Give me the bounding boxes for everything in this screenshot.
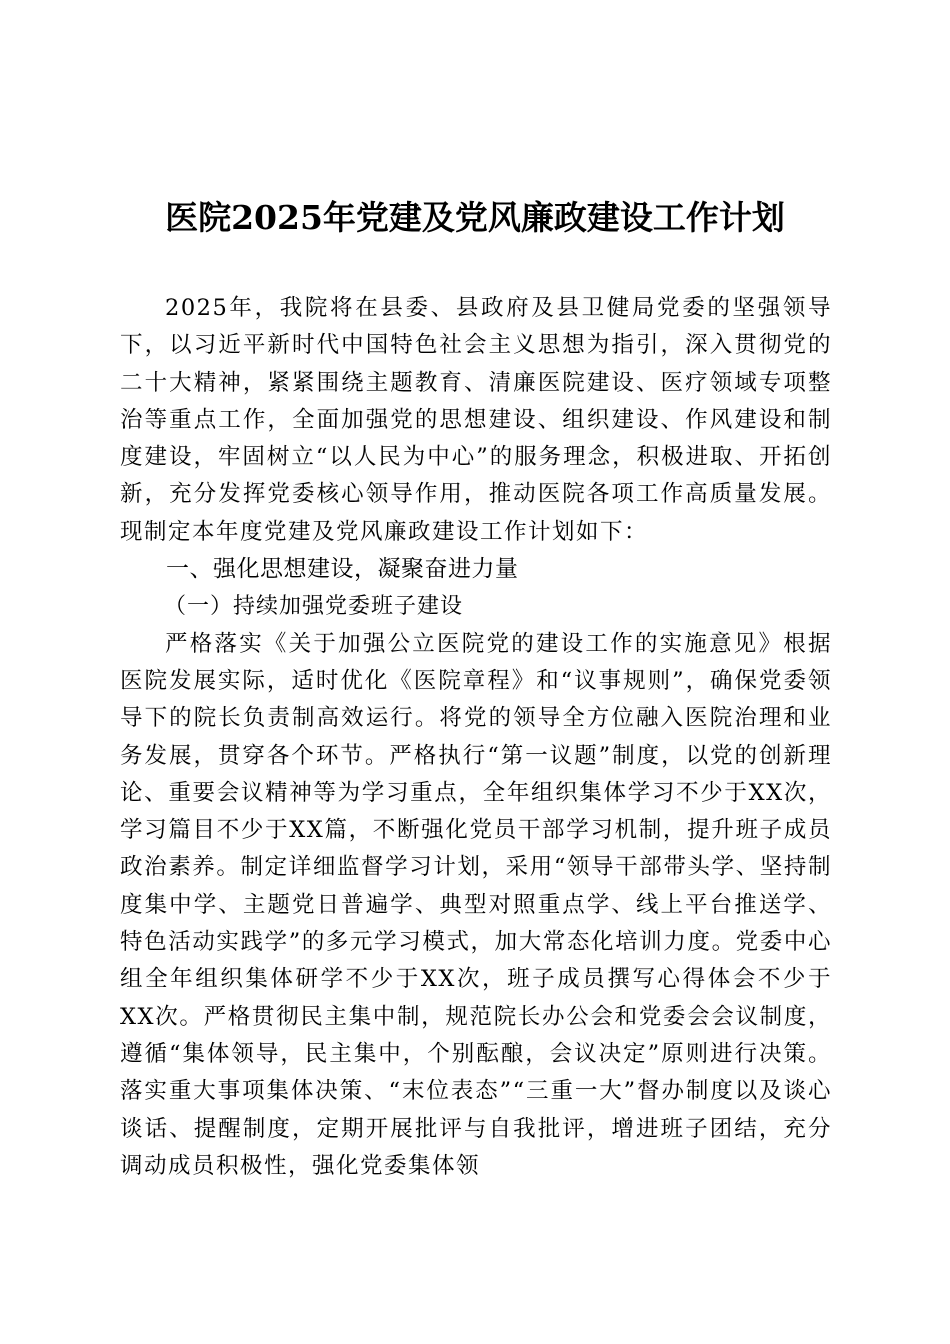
document-body <box>120 290 832 1185</box>
document-title: 医院2025年党建及党风廉政建设工作计划 <box>165 198 785 237</box>
subsection-heading-1: （一）持续加强党委班子建设 <box>164 594 464 620</box>
section-heading-1: 一、强化思想建设，凝聚奋进力量 <box>166 556 519 583</box>
subsection-paragraph-1: 严格落实《关于加强公立医院党的建设工作的实施意见》根据医院发展实际，适时优化《医院章程》和“议事规则”，确保党委领导下的院长负责制高效运行。将党的领导全方位融入医院治理和业务发展，贯穿各个环节。严格执行“第一议题”制度，以党的创新理论、重要会议精神等为学习重点，全年组织集体学习不少于XX次，学习篇目不少于XX篇，不断强化党员干部学习机制，提升班子成员政治素养。制定详细监督学习计划，采用“领导干部带头学、坚持制度集中学、主题党日普遍学、典型对照重点学、线上平台推送学、特色活动实践学”的多元学习模式，加大常态化培训力度。党委中心组全年组织集体研学不少于XX次，班子成员撰写心得体会不少于XX次。严格贯彻民主集中制，规范院长办公会和党委会会议制度，遵循“集体领导，民主集中，个别酝酿，会议决定”原则进行决策。落实重大事项集体决策、“末位表态”“三重一大”督办制度以及谈心谈话、提醒制度，定期开展批评与自我批评，增进班子团结，充分调动成员积极性，强化党委集体领 <box>120 630 832 1179</box>
intro-paragraph: 2025年，我院将在县委、县政府及县卫健局党委的坚强领导下，以习近平新时代中国特色社会主义思想为指引，深入贯彻党的二十大精神，紧紧围绕主题教育、清廉医院建设、医疗领域专项整治等重点工作，全面加强党的思想建设、组织建设、作风建设和制度建设，牢固树立“以人民为中心”的服务理念，积极进取、开拓创新，充分发挥党委核心领导作用，推动医院各项工作高质量发展。现制定本年度党建及党风廉政建设工作计划如下： <box>120 295 832 545</box>
